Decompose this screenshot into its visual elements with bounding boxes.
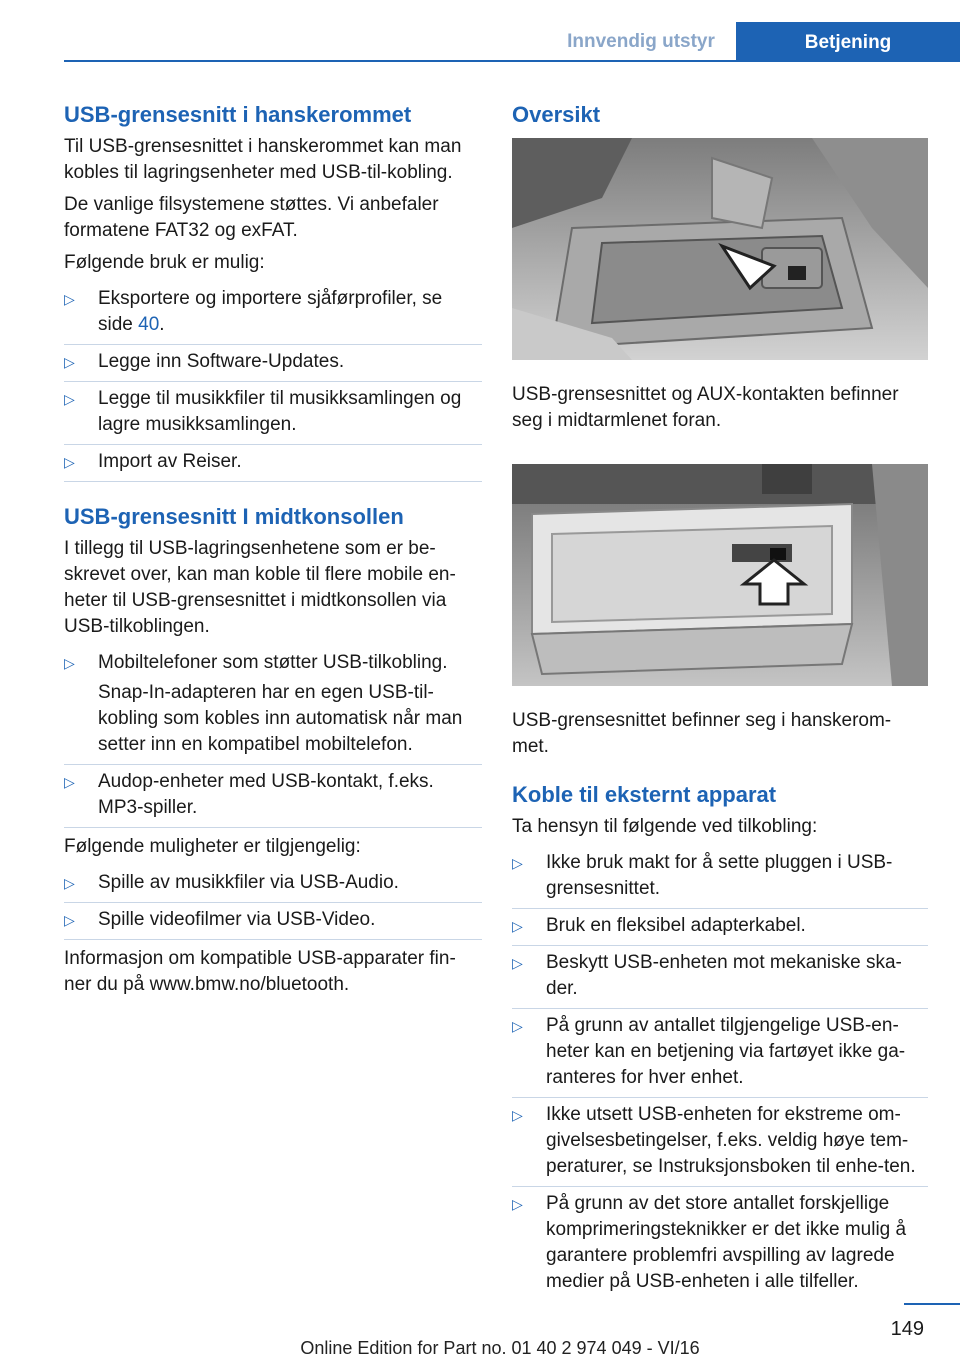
paragraph: De vanlige filsystemene støttes. Vi anbefaler formatene FAT32 og exFAT. — [64, 194, 439, 241]
list-item: ▷ Legge til musikkfiler til musikksamlingen og lagre musikksamlingen. — [64, 382, 482, 445]
glovebox-usb-illustration — [512, 464, 928, 686]
paragraph: Til USB-grensesnittet i hanskerommet kan man kobles til lagringsenheter med USB-til-kobling. — [64, 136, 462, 183]
list-item: ▷ Bruk en fleksibel adapterkabel. — [512, 909, 928, 946]
figure-caption: USB-grensesnittet og AUX-kontakten befinner seg i midtarmlenet foran. — [512, 384, 899, 431]
list-item: ▷ På grunn av det store antallet forskjellige komprimeringsteknikker er det ikke mulig å garantere problemfri avspilling av lagrede medier på USB-enheten i alle tilfeller. — [512, 1193, 907, 1292]
triangle-right-icon: ▷ — [64, 774, 75, 790]
triangle-right-icon: ▷ — [512, 1018, 523, 1034]
list-item: ▷ Ikke bruk makt for å sette pluggen i USB-grensesnittet. — [512, 846, 928, 909]
triangle-right-icon: ▷ — [64, 875, 75, 891]
list-item: ▷ Ikke utsett USB-enheten for ekstreme om-givelsesbetingelser, f.eks. veldig høye tem-peraturer, se Instruksjonsboken til enhe-ten. — [512, 1098, 928, 1187]
triangle-right-icon: ▷ — [512, 955, 523, 971]
footer-rule — [904, 1303, 960, 1305]
bullet-list-features — [64, 866, 482, 940]
triangle-right-icon: ▷ — [64, 291, 75, 307]
list-item: ▷ Spille av musikkfiler via USB-Audio. — [64, 866, 482, 903]
left-column — [64, 100, 482, 1004]
triangle-right-icon: ▷ — [512, 918, 523, 934]
triangle-right-icon: ▷ — [512, 1107, 523, 1123]
page-link[interactable]: 40 — [138, 314, 160, 335]
header-rule — [64, 60, 960, 62]
page-number: 149 — [890, 1318, 924, 1340]
paragraph: I tillegg til USB-lagringsenhetene som er be-skrevet over, kan man koble til flere mobile en-heter til USB-grensesnittet i midtkonsollen via USB-tilkoblingen. — [64, 538, 456, 637]
armrest-usb-illustration — [512, 138, 928, 360]
header-chapter-tab[interactable]: Betjening — [736, 22, 960, 62]
list-item: ▷ Eksportere og importere sjåførprofiler, se side 40. — [64, 282, 482, 345]
list-item: ▷ Import av Reiser. — [64, 445, 482, 482]
paragraph: Følgende bruk er mulig: — [64, 252, 265, 273]
triangle-right-icon: ▷ — [64, 454, 75, 470]
list-item: ▷ På grunn av antallet tilgjengelige USB-en-heter kan en betjening via fartøyet ikke ga-ranteres for hver enhet. — [512, 1009, 928, 1098]
triangle-right-icon: ▷ — [64, 354, 75, 370]
bullet-list-precautions — [512, 846, 928, 1301]
triangle-right-icon: ▷ — [64, 391, 75, 407]
right-column — [512, 100, 928, 1301]
triangle-right-icon: ▷ — [64, 655, 75, 671]
list-item: ▷ Spille videofilmer via USB-Video. — [64, 903, 482, 940]
bullet-list-uses — [64, 282, 482, 482]
list-item: ▷ Legge inn Software-Updates. — [64, 345, 482, 382]
paragraph: Ta hensyn til følgende ved tilkobling: — [512, 816, 818, 837]
heading-usb-console: USB-grensesnitt I midtkonsollen — [64, 504, 404, 529]
bullet-list-devices — [64, 646, 482, 828]
header-section-title: Innvendig utstyr — [567, 31, 715, 52]
list-item: ▷ Audop-enheter med USB-kontakt, f.eks. MP3-spiller. — [64, 765, 482, 828]
triangle-right-icon: ▷ — [512, 855, 523, 871]
triangle-right-icon: ▷ — [64, 912, 75, 928]
heading-usb-glovebox: USB-grensesnitt i hanskerommet — [64, 102, 412, 127]
list-item: ▷ Beskytt USB-enheten mot mekaniske ska-der. — [512, 946, 928, 1009]
list-item: ▷ Mobiltelefoner som støtter USB-tilkobling. Snap-In-adapteren har en egen USB-til-kobling som kobles inn automatisk når man setter inn en kompatibel mobiltelefon. — [64, 646, 482, 765]
paragraph: Informasjon om kompatible USB-apparater fin-ner du på www.bmw.no/bluetooth. — [64, 948, 456, 995]
figure-caption: USB-grensesnittet befinner seg i hanskerom-met. — [512, 710, 892, 757]
heading-connect-device: Koble til eksternt apparat — [512, 782, 777, 807]
heading-overview: Oversikt — [512, 102, 601, 127]
paragraph: Følgende muligheter er tilgjengelig: — [64, 836, 361, 857]
edition-note: Online Edition for Part no. 01 40 2 974 049 - VI/16 — [300, 1338, 700, 1358]
triangle-right-icon: ▷ — [512, 1196, 523, 1212]
